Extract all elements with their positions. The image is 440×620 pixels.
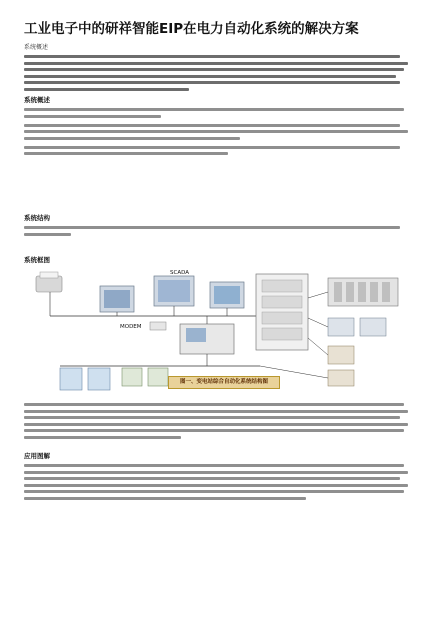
- section-heading-diagram: 系统框图: [24, 256, 50, 264]
- figure-caption: 图一、变电站综合自动化系统结构图: [168, 376, 280, 389]
- section-heading-application: 应用图解: [24, 452, 50, 460]
- section-heading-overview: 系统概述: [24, 96, 50, 104]
- modem-label: MODEM: [120, 324, 142, 330]
- figure-description-lines: [24, 403, 416, 439]
- figure-description: [24, 400, 416, 442]
- intro-text-lines: [24, 55, 416, 91]
- intro-label: 系统概述: [24, 44, 49, 51]
- section-overview: [24, 96, 416, 159]
- intro-paragraph: [24, 44, 416, 94]
- document-title: 工业电子中的研祥智能EIP在电力自动化系统的解决方案: [24, 21, 359, 37]
- section-structure: [24, 214, 416, 239]
- section-application: [24, 452, 416, 503]
- section-structure-lines: [24, 226, 416, 236]
- section-overview-lines: [24, 108, 416, 155]
- scada-label: SCADA: [170, 270, 189, 276]
- section-application-lines: [24, 464, 416, 500]
- section-heading-structure: 系统结构: [24, 214, 50, 222]
- section-diagram: [24, 256, 416, 265]
